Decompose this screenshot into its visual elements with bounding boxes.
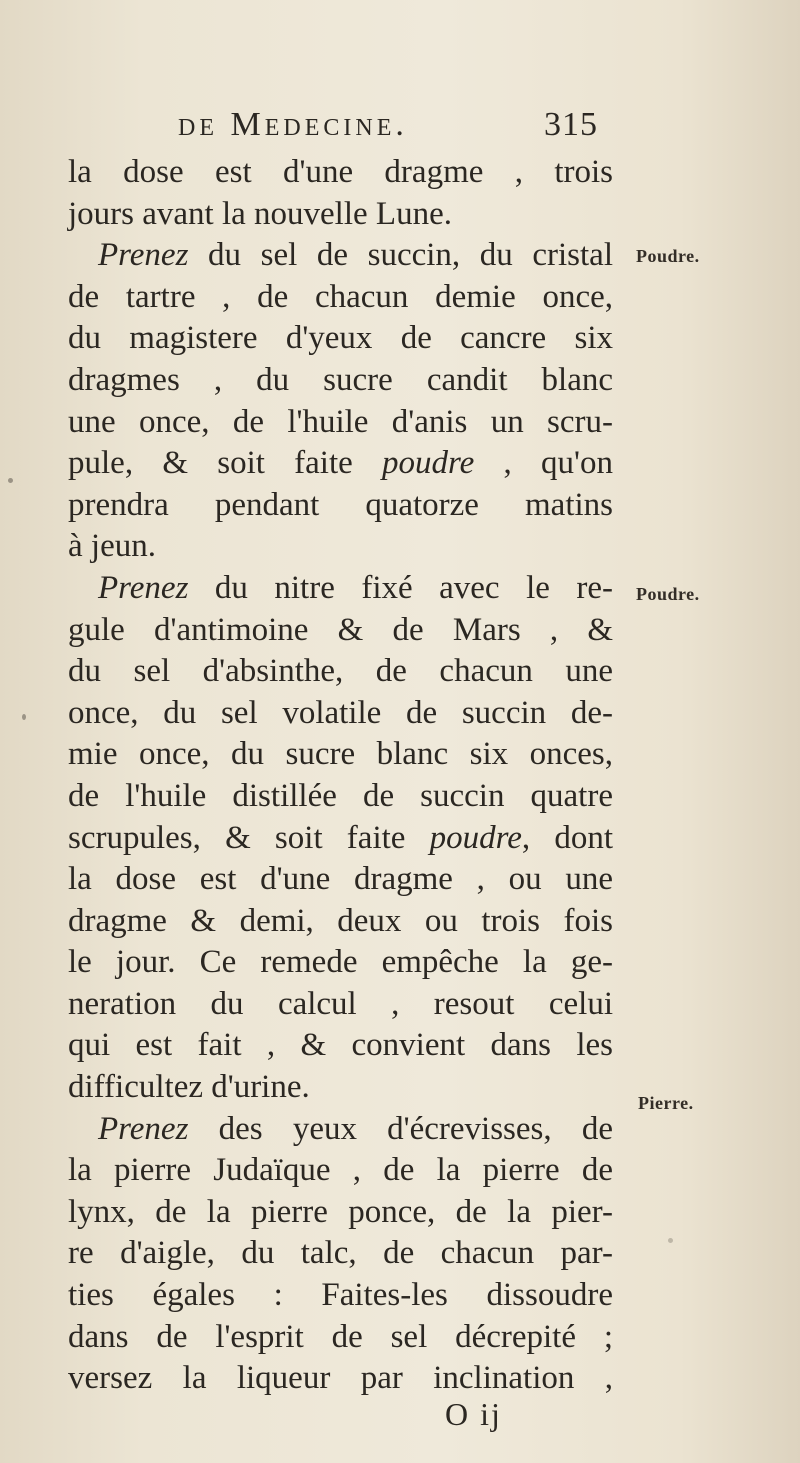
line-text: , dont [521,819,613,856]
margin-note-pierre: Pierre. [638,1093,694,1113]
line-text: prendra pendant quatorze matins [68,486,613,523]
line-text: , qu'on [474,445,613,482]
line-text: re d'aigle, du talc, de chacun par- [68,1235,613,1272]
line-text: difficultez d'urine. [68,1069,310,1106]
text-line [68,610,613,652]
line-text: la dose est d'une dragme , trois [68,154,613,190]
text-line [68,859,613,901]
line-text: qui est fait , & convient dans les [68,1027,613,1064]
line-text: du sel de succin, du cristal [188,237,613,274]
text-line [68,1317,613,1359]
line-text: lynx, de la pierre ponce, de la pier- [68,1193,613,1230]
line-text: dragmes , du sucre candit blanc [68,361,613,398]
italic-word: poudre [382,445,475,482]
line-text: ties égales : Faites-les dissoudre [68,1277,613,1314]
text-line [68,693,613,735]
text-line [68,1025,613,1067]
running-title: de Medecine. [178,106,408,143]
text-line [68,1109,613,1151]
line-text: du nitre fixé avec le re- [188,569,613,606]
italic-word: poudre [429,819,522,856]
text-line [68,1067,613,1109]
line-text: à jeun. [68,528,156,565]
line-text: des yeux d'écrevisses, de [188,1110,613,1147]
line-text: mie once, du sucre blanc six onces, [68,736,613,773]
italic-word: Prenez [98,569,189,606]
italic-word: Prenez [98,1110,189,1147]
line-text: dans de l'esprit de sel décrepité ; [68,1318,613,1355]
text-line [68,360,613,402]
line-text: dragme & demi, deux ou trois fois [68,902,613,939]
page-number: 315 [544,106,598,143]
line-text: la dose est d'une dragme , ou une [68,861,613,898]
text-line [68,734,613,776]
line-text: de l'huile distillée de succin quatre [68,777,613,814]
line-text: pule, & soit faite [68,445,383,482]
line-text: once, du sel volatile de succin de- [68,694,613,731]
line-text: de tartre , de chacun demie once, [68,278,613,315]
text-line [68,318,613,360]
line-text: le jour. Ce remede empêche la ge- [68,944,613,981]
text-line [68,651,613,693]
running-header [178,106,598,150]
line-text: gule d'antimoine & de Mars , & [68,611,613,648]
text-line [68,1275,613,1317]
text-line [68,568,613,610]
signature-mark: O ij [445,1396,502,1432]
line-text: du magistere d'yeux de cancre six [68,320,613,357]
text-line [68,1150,613,1192]
text-line [68,776,613,818]
paper-speck [8,478,13,483]
text-line [68,818,613,860]
text-line [68,1233,613,1275]
body-text [68,152,613,1400]
line-text: scrupules, & soit faite [68,819,430,856]
line-text: une once, de l'huile d'anis un scru- [68,403,613,440]
line-text: neration du calcul , resout celui [68,985,613,1022]
margin-note-poudre-1: Poudre. [636,246,700,266]
text-line [68,1358,613,1400]
text-line [68,152,613,194]
line-text: la pierre Judaïque , de la pierre de [68,1152,613,1189]
text-line [68,443,613,485]
line-text: versez la liqueur par inclination , [68,1360,613,1397]
text-line [68,1192,613,1234]
paper-speck [668,1238,673,1243]
text-line [68,942,613,984]
text-line [68,984,613,1026]
italic-word: Prenez [98,237,189,274]
text-line [68,526,613,568]
text-line [68,901,613,943]
text-line [68,402,613,444]
line-text: du sel d'absinthe, de chacun une [68,653,613,690]
text-line [68,194,613,236]
text-line [68,485,613,527]
line-text: jours avant la nouvelle Lune. [68,195,452,232]
paper-speck [22,714,26,720]
text-line [68,277,613,319]
margin-note-poudre-2: Poudre. [636,584,700,604]
text-line [68,235,613,277]
